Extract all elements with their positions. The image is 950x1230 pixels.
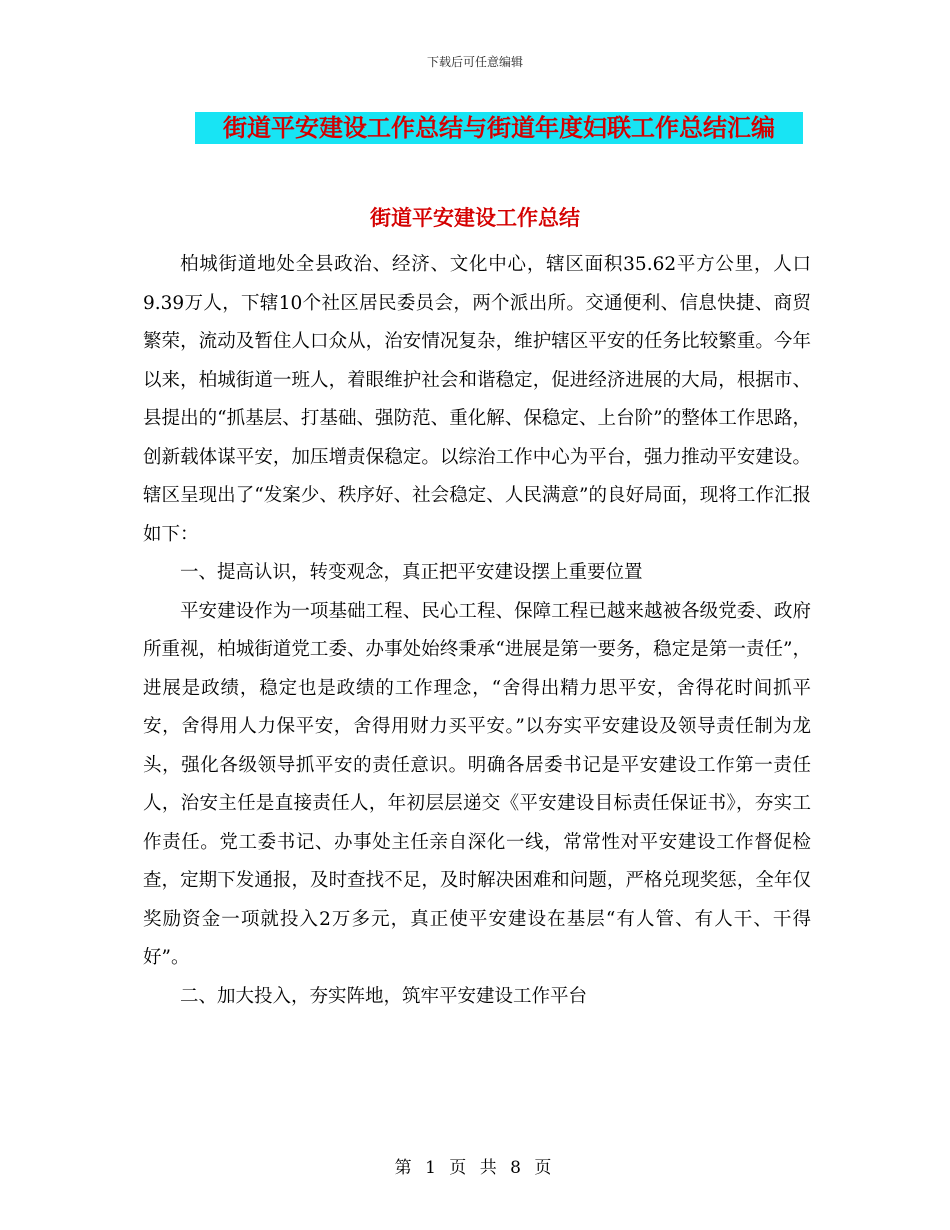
heading-part-one: 一、提高认识，转变观念，真正把平安建设摆上重要位置 [180,562,643,583]
section-title: 街道平安建设工作总结 [370,205,580,230]
document-body [143,246,811,1016]
heading-part-two: 二、加大投入，夯实阵地，筑牢平安建设工作平台 [180,985,588,1007]
paragraph-intro: 柏城街道地处全县政治、经济、文化中心，辖区面积35.62平方公里，人口9.39万人，下辖10个社区居民委员会，两个派出所。交通便利、信息快捷、商贸繁荣，流动及暂住人口众从，治安情况复杂，维护辖区平安的任务比较繁重。今年以来，柏城街道一班人，着眼维护社会和谐稳定，促进经济进展的大局，根据市、县提出的“抓基层、打基础、强防范、重化解、保稳定、上台阶”的整体工作思路，创新载体谋平安，加压增责保稳定。以综治工作中心为平台，强力推动平安建设。辖区呈现出了“发案少、秩序好、社会稳定、人民满意”的良好局面，现将工作汇报如下： [143,254,811,545]
document-title: 街道平安建设工作总结与街道年度妇联工作总结汇编 [195,112,803,144]
page-number: 第 1 页 共 8 页 [394,1158,556,1178]
download-note: 下载后可任意编辑 [426,55,523,69]
paragraph-part-one: 平安建设作为一项基础工程、民心工程、保障工程已越来越被各级党委、政府所重视，柏城街道党工委、办事处始终秉承“进展是第一要务，稳定是第一责任”，进展是政绩，稳定也是政绩的工作理念，“舍得出精力思平安，舍得花时间抓平安，舍得用人力保平安，舍得用财力买平安。”以夯实平安建设及领导责任制为龙头，强化各级领导抓平安的责任意识。明确各居委书记是平安建设工作第一责任人，治安主任是直接责任人，年初层层递交《平安建设目标责任保证书》，夯实工作责任。党工委书记、办事处主任亲自深化一线，常常性对平安建设工作督促检查，定期下发通报，及时查找不足，及时解决困难和问题，严格兑现奖惩，全年仅奖励资金一项就投入2万多元，真正使平安建设在基层“有人管、有人干、干得好”。 [143,600,811,968]
